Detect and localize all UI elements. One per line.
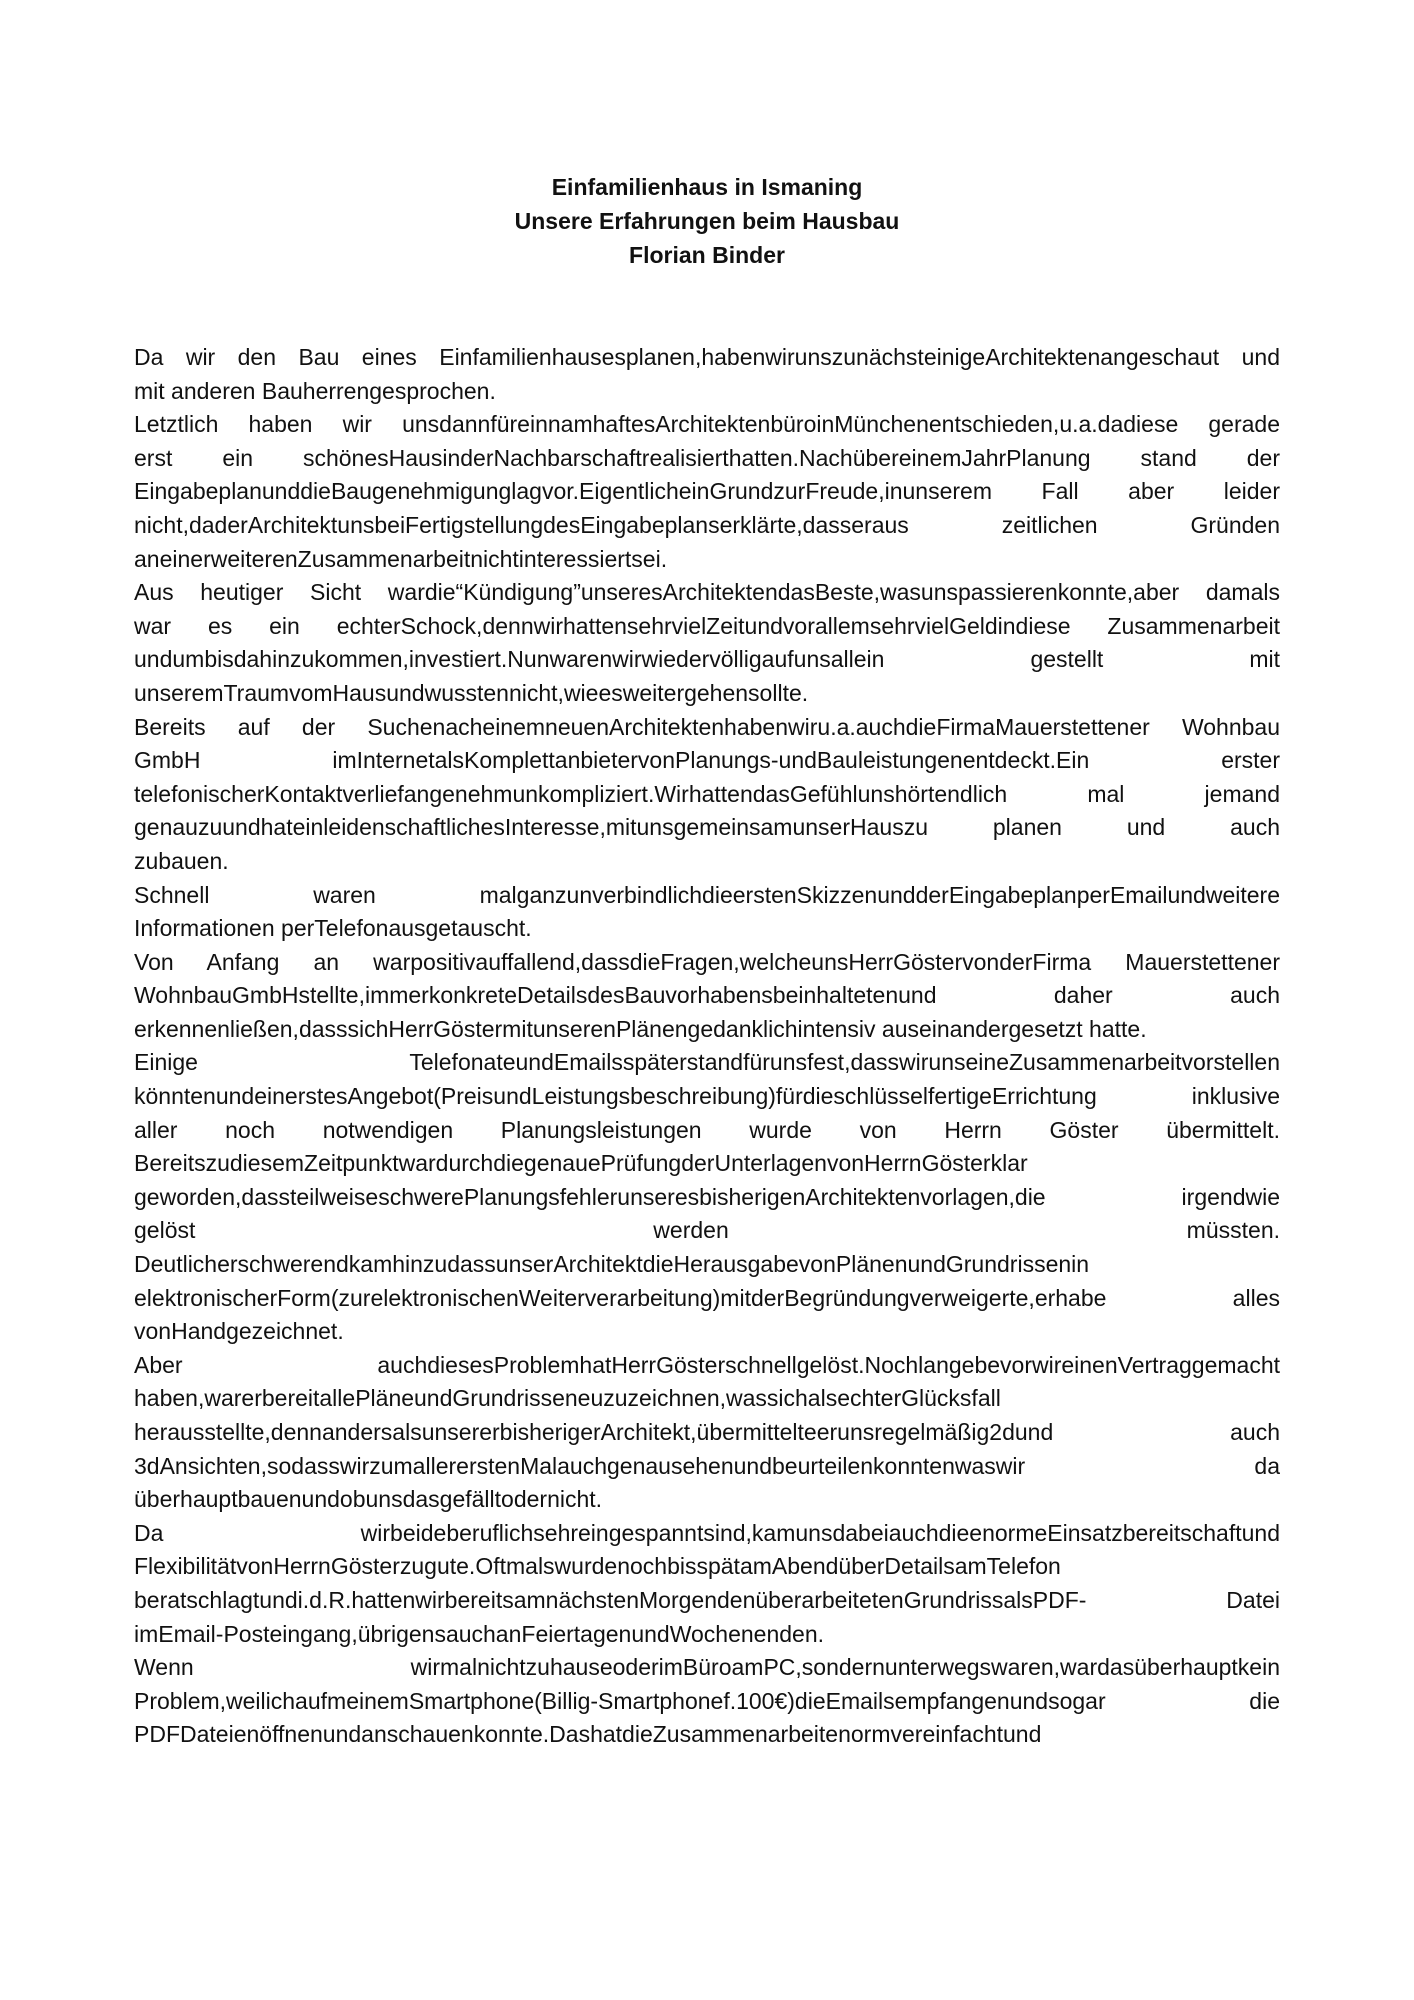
document-title: Einfamilienhaus in Ismaning — [551, 174, 863, 200]
body-line: Aber auchdiesesProblemhatHerrGösterschnellgelöst.NochlangebevorwireinenVertraggemacht — [134, 1351, 1280, 1378]
body-line: Letztlich haben wir unsdannfüreinnamhaftesArchitektenbüroinMünchenentschieden,u.a.dadiese gerade — [134, 411, 1280, 438]
body-line: Informationen perTelefonausgetauscht. — [134, 915, 532, 942]
body-line: WohnbauGmbHstellte,immerkonkreteDetailsdesBauvorhabensbeinhaltetenund daher auch — [134, 982, 1280, 1009]
body-line: BereitszudiesemZeitpunktwardurchdiegenauePrüfungderUnterlagenvonHerrnGösterklar — [134, 1150, 1028, 1177]
document-subtitle: Unsere Erfahrungen beim Hausbau — [514, 208, 900, 234]
body-line: FlexibilitätvonHerrnGösterzugute.OftmalswurdenochbisspätamAbendüberDetailsamTelefon — [134, 1553, 1061, 1580]
body-line: herausstellte,dennandersalsunsererbisherigerArchitekt,übermittelteerunsregelmäßig2dund auch — [134, 1419, 1280, 1445]
body-line: beratschlagtundi.d.R.hattenwirbereitsamnächstenMorgendenüberarbeitetenGrundrissalsPDF- Datei — [134, 1586, 1280, 1613]
body-line: telefonischerKontaktverliefangenehmunkompliziert.WirhattendasGefühlunshörtendlich mal jemand — [134, 780, 1280, 807]
body-line: DeutlicherschwerendkamhinzudassunserArchitektdieHerausgabevonPlänenundGrundrissenin — [134, 1251, 1090, 1278]
body-text — [134, 341, 1280, 1752]
body-line: EingabeplanunddieBaugenehmigunglagvor.EigentlicheinGrundzurFreude,inunserem Fall aber leider — [134, 478, 1280, 505]
body-line: aller noch notwendigen Planungsleistungen wurde von Herrn Göster übermittelt. — [134, 1116, 1280, 1143]
body-line: nicht,daderArchitektunsbeiFertigstellungdesEingabeplanserklärte,dasseraus zeitlichen Gründen — [134, 511, 1280, 538]
body-line: elektronischerForm(zurelektronischenWeiterverarbeitung)mitderBegründungverweigerte,erhabe alles — [134, 1284, 1280, 1311]
body-line: erkennenließen,dasssichHerrGöstermitunserenPlänengedanklichintensiv auseinandergesetzt hatte. — [134, 1015, 1147, 1042]
title-block — [0, 170, 1414, 272]
body-line: haben,warerbereitallePläneundGrundrisseneuzuzeichnen,wassichalsechterGlücksfall — [134, 1385, 1001, 1412]
body-line: überhauptbauenundobunsdasgefälltodernicht. — [134, 1486, 603, 1513]
body-line: imEmail-Posteingang,übrigensauchanFeiertagenundWochenenden. — [134, 1620, 825, 1647]
body-line: Da wir den Bau eines Einfamilienhausesplanen,habenwirunszunächsteinigeArchitektenangeschaut und — [134, 344, 1280, 370]
body-line: 3dAnsichten,sodasswirzumallererstenMalauchgenausehenundbeurteilenkonntenwaswir da — [134, 1452, 1280, 1479]
body-line: Schnell waren malganzunverbindlichdieerstenSkizzenundderEingabeplanperEmailundweitere — [134, 881, 1280, 908]
body-line: zubauen. — [134, 847, 229, 874]
body-line: Aus heutiger Sicht wardie“Kündigung”unseresArchitektendasBeste,wasunspassierenkonnte,aber damals — [134, 579, 1280, 606]
body-line: Da wirbeideberuflichsehreingespanntsind,kamunsdabeiauchdieenormeEinsatzbereitschaftund — [134, 1519, 1280, 1546]
body-line: erst ein schönesHausinderNachbarschaftrealisierthatten.NachübereinemJahrPlanung stand der — [134, 444, 1280, 471]
body-line: Problem,weilichaufmeinemSmartphone(Billig-Smartphonef.100€)dieEmailsempfangenundsogar die — [134, 1687, 1280, 1714]
body-line: gelöst werden müssten. — [134, 1217, 1280, 1244]
body-line: mit anderen Bauherrengesprochen. — [134, 377, 496, 404]
body-line: war es ein echterSchock,dennwirhattensehrvielZeitundvorallemsehrvielGeldindiese Zusammenarbeit — [134, 612, 1280, 639]
body-line: geworden,dassteilweiseschwerePlanungsfehlerunseresbisherigenArchitektenvorlagen,die irgendwie — [134, 1183, 1280, 1210]
document-author: Florian Binder — [629, 242, 785, 268]
body-line: Von Anfang an warpositivauffallend,dassdieFragen,welcheunsHerrGöstervonderFirma Mauerstettener — [134, 948, 1280, 975]
body-line: könntenundeinerstesAngebot(PreisundLeistungsbeschreibung)fürdieschlüsselfertigeErrichtung inklusive — [134, 1083, 1280, 1110]
body-line: vonHandgezeichnet. — [134, 1318, 344, 1345]
body-line: Einige TelefonateundEmailsspäterstandfürunsfest,dasswirunseineZusammenarbeitvorstellen — [134, 1049, 1280, 1076]
body-line: GmbH imInternetalsKomplettanbietervonPlanungs-undBauleistungenentdeckt.Ein erster — [134, 747, 1280, 774]
body-line: Bereits auf der SuchenacheinemneuenArchitektenhabenwiru.a.auchdieFirmaMauerstettener Wohnbau — [134, 713, 1280, 740]
body-line: undumbisdahinzukommen,investiert.Nunwarenwirwiedervölligaufunsallein gestellt mit — [134, 646, 1280, 673]
body-line: aneinerweiterenZusammenarbeitnichtinteressiertsei. — [134, 545, 668, 572]
body-line: genauzuundhateinleidenschaftlichesInteresse,mitunsgemeinsamunserHauszu planen und auch — [134, 814, 1280, 841]
body-line: PDFDateienöffnenundanschauenkonnte.DashatdieZusammenarbeitenormvereinfachtund — [134, 1721, 1042, 1748]
body-line: Wenn wirmalnichtzuhauseoderimBüroamPC,sondernunterwegswaren,wardasüberhauptkein — [134, 1654, 1280, 1681]
body-line: unseremTraumvomHausundwusstennicht,wieesweitergehensollte. — [134, 679, 809, 706]
